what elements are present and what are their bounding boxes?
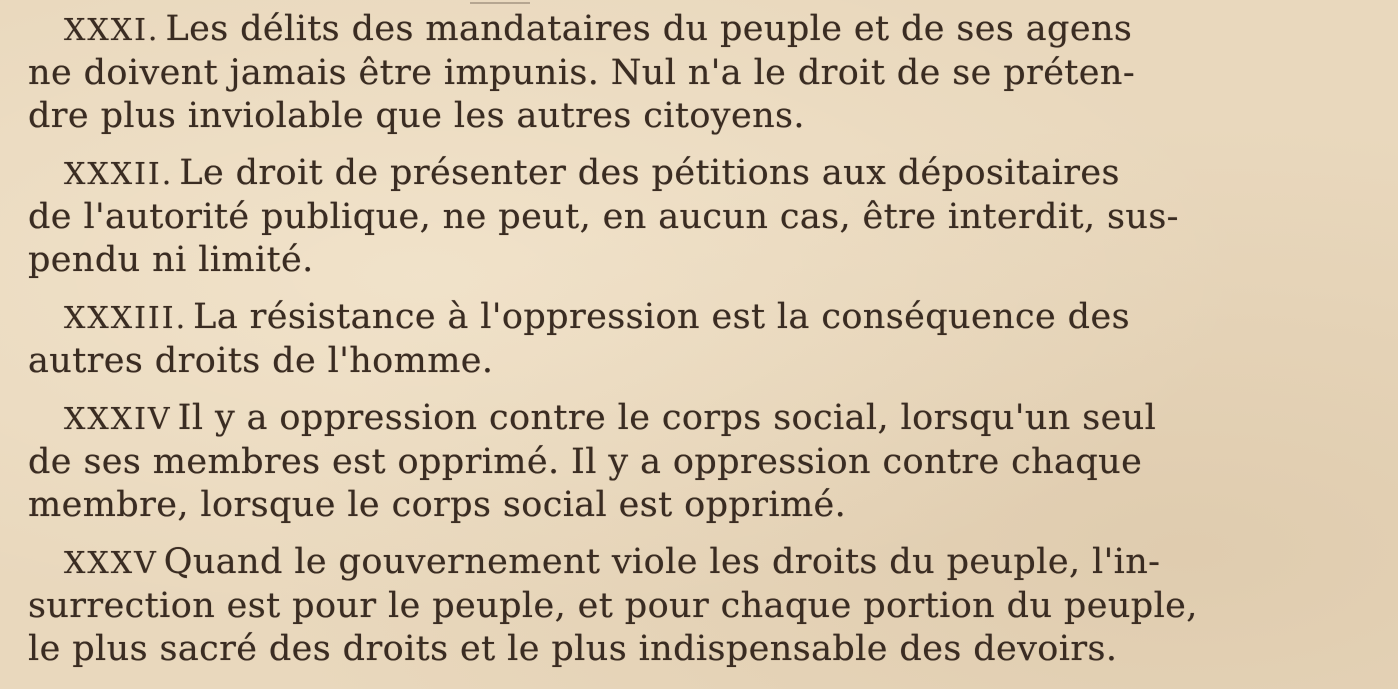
article-line	[28, 541, 1378, 585]
article-line: de l'autorité publique, ne peut, en aucun cas, être interdit, sus-	[28, 197, 1179, 237]
article-numeral: XXXV	[64, 546, 158, 581]
article-line: le plus sacré des droits et le plus indispensable des devoirs.	[28, 629, 1118, 669]
article-numeral: XXXI.	[64, 13, 160, 48]
article-line: pendu ni limité.	[28, 240, 314, 280]
article-line	[28, 397, 1378, 441]
article-line: de ses membres est opprimé. Il y a oppression contre chaque	[28, 442, 1143, 482]
article-line: dre plus inviolable que les autres citoyens.	[28, 96, 805, 136]
article-line	[28, 8, 1378, 52]
article-34	[28, 397, 1378, 527]
article-line: surrection est pour le peuple, et pour chaque portion du peuple,	[28, 586, 1198, 626]
article-text: Quand le gouvernement viole les droits du peuple, l'in-	[163, 542, 1161, 582]
cropped-text-fragment	[470, 0, 530, 4]
article-numeral: XXXII.	[64, 157, 174, 192]
article-line	[28, 296, 1378, 340]
article-text: Il y a oppression contre le corps social, lorsqu'un seul	[177, 398, 1157, 438]
article-line: membre, lorsque le corps social est opprimé.	[28, 485, 847, 525]
article-text: Les délits des mandataires du peuple et de ses agens	[165, 9, 1133, 49]
article-line	[28, 152, 1378, 196]
article-numeral: XXXIII.	[64, 301, 188, 336]
article-35	[28, 541, 1378, 671]
article-line: ne doivent jamais être impunis. Nul n'a le droit de se préten-	[28, 53, 1136, 93]
article-31	[28, 8, 1378, 138]
article-32	[28, 152, 1378, 282]
article-33	[28, 296, 1378, 383]
article-numeral: XXXIV	[64, 402, 172, 437]
article-line: autres droits de l'homme.	[28, 341, 494, 381]
article-text: La résistance à l'oppression est la conséquence des	[193, 297, 1130, 337]
article-text: Le droit de présenter des pétitions aux dépositaires	[179, 153, 1120, 193]
